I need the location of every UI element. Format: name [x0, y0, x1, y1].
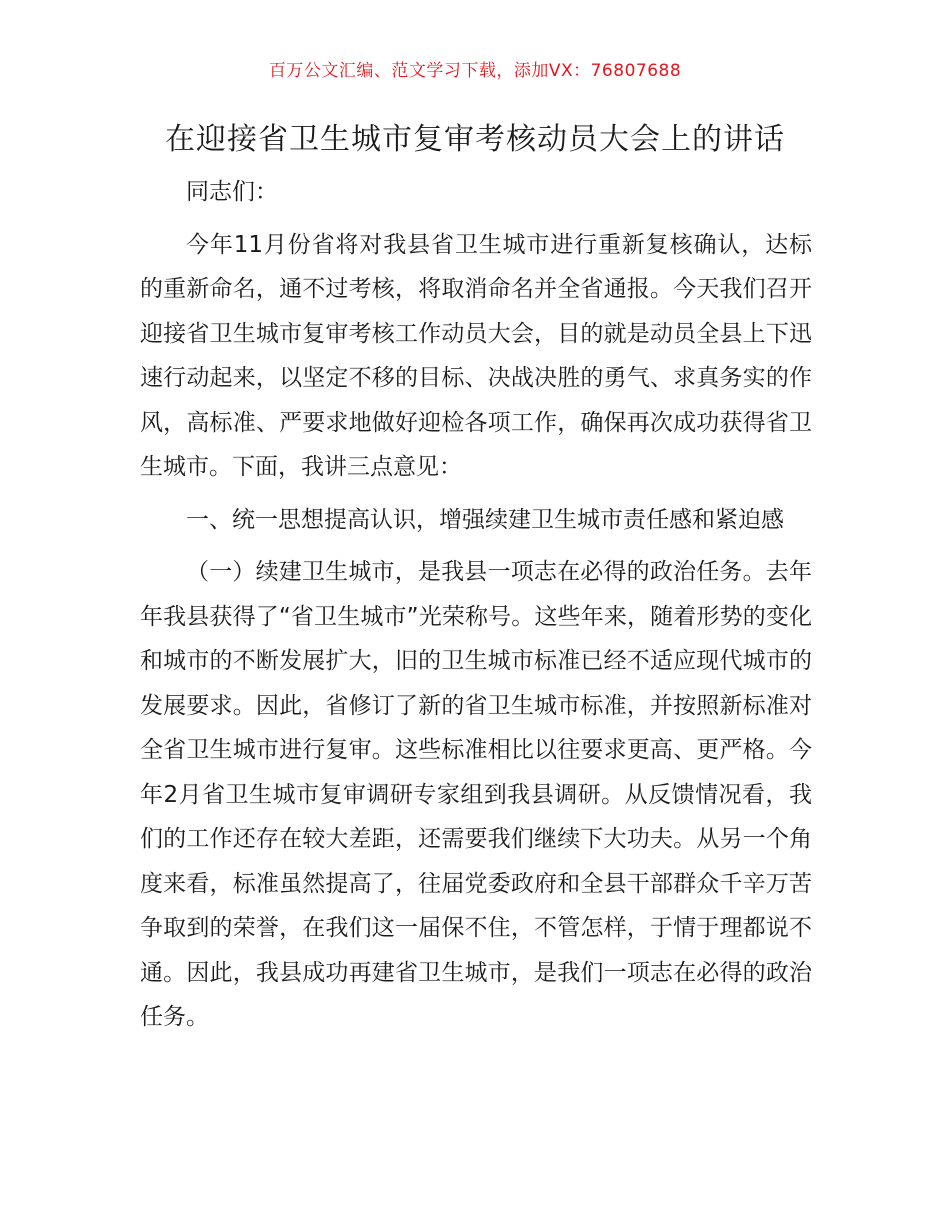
- header-watermark-note: 百万公文汇编、范文学习下载，添加VX：76807688: [268, 61, 682, 81]
- paragraph-subsection-1: （一）续建卫生城市，是我县一项志在必得的政治任务。去年年我县获得了“省卫生城市”光荣称号。这些年来，随着形势的变化和城市的不断发展扩大，旧的卫生城市标准已经不适应现代城市的发展要求。因此，省修订了新的省卫生城市标准，并按照新标准对全省卫生城市进行复审。这些标准相比以往要求更高、更严格。今年2月省卫生城市复审调研专家组到我县调研。从反馈情况看，我们的工作还存在较大差距，还需要我们继续下大功夫。从另一个角度来看，标准虽然提高了，往届党委政府和全县干部群众千辛万苦争取到的荣誉，在我们这一届保不住，不管怎样，于情于理都说不通。因此，我县成功再建省卫生城市，是我们一项志在必得的政治任务。: [140, 559, 812, 1030]
- section-heading-1: 一、统一思想提高认识，增强续建卫生城市责任感和紧迫感: [186, 506, 784, 533]
- document-title: 在迎接省卫生城市复审考核动员大会上的讲话: [165, 122, 785, 157]
- salutation: 同志们：: [186, 179, 278, 205]
- paragraph-intro: 今年11月份省将对我县省卫生城市进行重新复核确认，达标的重新命名，通不过考核，将取消命名并全省通报。今天我们召开迎接省卫生城市复审考核工作动员大会，目的就是动员全县上下迅速行动起来，以坚定不移的目标、决战决胜的勇气、求真务实的作风，高标准、严要求地做好迎检各项工作，确保再次成功获得省卫生城市。下面，我讲三点意见：: [140, 231, 812, 480]
- document-body: [140, 170, 812, 1040]
